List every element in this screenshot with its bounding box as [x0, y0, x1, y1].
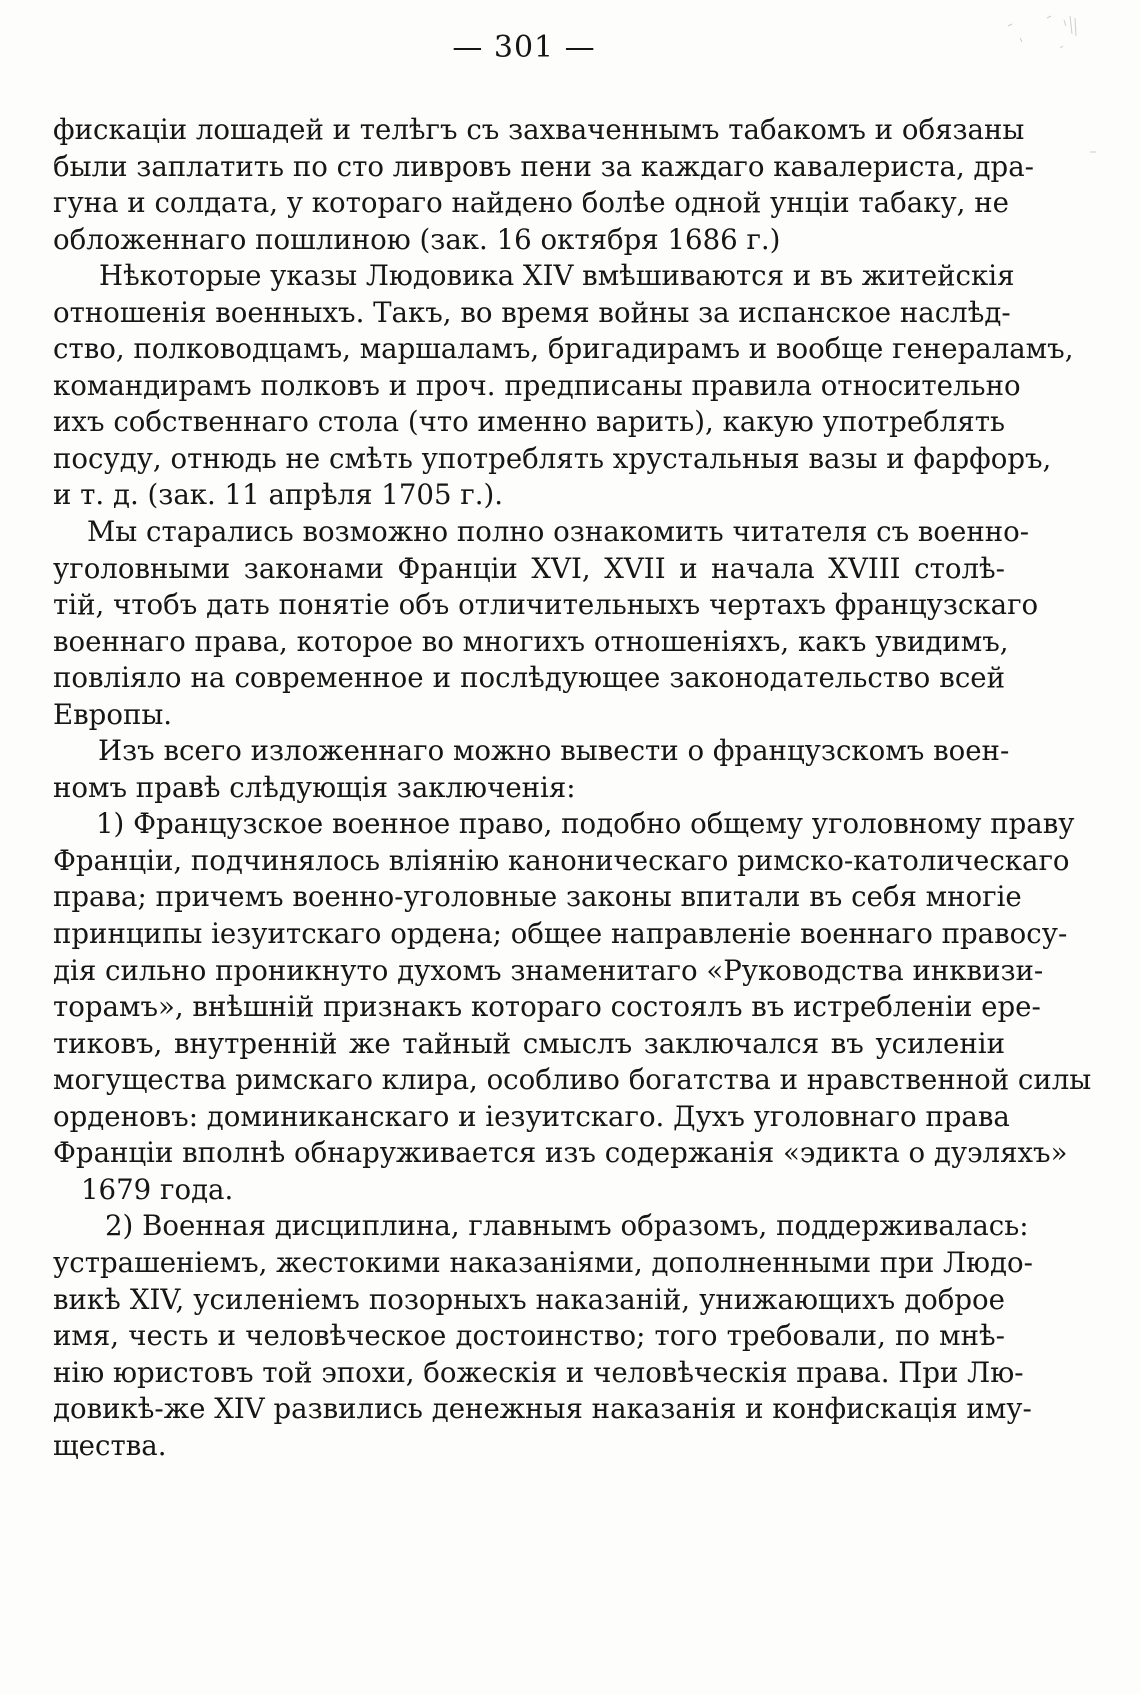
- text-line: ихъ собственнаго стола (что именно варить), какую употреблять: [53, 405, 1005, 439]
- text-line: отношенія военныхъ. Такъ, во время войны за испанское наслѣд-: [53, 295, 1011, 329]
- text-line: могущества римскаго клира, особливо богатства и нравственной силы: [53, 1063, 1092, 1097]
- text-line: 2) Военная дисциплина, главнымъ образомъ, поддерживалась:: [105, 1209, 1029, 1243]
- paragraph-decrees: [53, 258, 1074, 514]
- text-line: довикѣ-же XIV развились денежныя наказанія и конфискація иму-: [53, 1392, 1032, 1426]
- text-line: принципы іезуитскаго ордена; общее направленіе военнаго правосу-: [53, 917, 1068, 951]
- text-line: тій, чтобъ дать понятіе объ отличительныхъ чертахъ французскаго: [53, 588, 1039, 622]
- text-line: фискаціи лошадей и телѣгъ съ захваченнымъ табакомъ и обязаны: [53, 113, 1025, 146]
- text-line: викѣ XIV, усиленіемъ позорныхъ наказаній, унижающихъ доброе: [53, 1282, 1005, 1316]
- paragraph-summary-intro: [53, 514, 1039, 733]
- page-number: — 301 —: [452, 30, 596, 65]
- text-line: Франціи, подчинялось вліянію каноническаго римско-католическаго: [53, 843, 1070, 877]
- text-line: нію юристовъ той эпохи, божескія и человѣческія права. При Лю-: [53, 1355, 1024, 1389]
- text-line: 1) Французское военное право, подобно общему уголовному праву: [96, 807, 1075, 841]
- paragraph-conclusion-1: [53, 806, 1092, 1208]
- text-line: уголовными законами Франціи XVI, XVII и начала XVIII столѣ-: [53, 551, 1005, 585]
- paragraph-conclusions-heading: [53, 733, 1010, 806]
- text-line: Изъ всего изложеннаго можно вывести о французскомъ воен-: [98, 734, 1010, 768]
- paragraph-continuation: [53, 112, 1034, 258]
- text-line: Нѣкоторые указы Людовика XIV вмѣшиваются и въ житейскія: [99, 259, 1015, 293]
- text-line: и т. д. (зак. 11 апрѣля 1705 г.).: [53, 478, 504, 512]
- text-line: гуна и солдата, у котораго найдено болѣе одной унціи табаку, не: [53, 186, 1009, 220]
- text-line: 1679 года.: [81, 1172, 234, 1206]
- text-line: дія сильно проникнуто духомъ знаменитаго «Руководства инквизи-: [53, 953, 1044, 987]
- text-line: тиковъ, внутренній же тайный смыслъ заключался въ усиленіи: [53, 1026, 1005, 1060]
- text-line: военнаго права, которое во многихъ отношеніяхъ, какъ увидимъ,: [53, 624, 1009, 658]
- scan-noise-marks: [1000, 8, 1080, 68]
- text-line: Мы старались возможно полно ознакомить читателя съ военно-: [87, 515, 1030, 549]
- text-line: номъ правѣ слѣдующія заключенія:: [53, 770, 576, 804]
- page-text: [53, 112, 1092, 1464]
- text-line: были заплатить по сто ливровъ пени за каждаго кавалериста, дра-: [53, 149, 1034, 183]
- text-line: ство, полководцамъ, маршаламъ, бригадирамъ и вообще генераламъ,: [53, 332, 1074, 366]
- text-line: Европы.: [53, 697, 173, 731]
- paragraph-conclusion-2: [53, 1208, 1033, 1464]
- text-line: командирамъ полковъ и проч. предписаны правила относительно: [53, 368, 1021, 402]
- text-line: щества.: [53, 1428, 167, 1462]
- text-line: повліяло на современное и послѣдующее законодательство всей: [53, 661, 1005, 695]
- text-line: устрашеніемъ, жестокими наказаніями, дополненными при Людо-: [53, 1245, 1033, 1279]
- text-line: торамъ», внѣшній признакъ котораго состоялъ въ истребленіи ере-: [53, 990, 1041, 1024]
- text-line: посуду, отнюдь не смѣть употреблять хрустальныя вазы и фарфоръ,: [53, 441, 1052, 475]
- text-line: права; причемъ военно-уголовные законы впитали въ себя многіе: [53, 880, 1022, 914]
- scan-noise-dot: [1090, 150, 1096, 154]
- text-line: обложеннаго пошлиною (зак. 16 октября 1686 г.): [53, 222, 781, 256]
- text-line: Франціи вполнѣ обнаруживается изъ содержанія «эдикта о дуэляхъ»: [53, 1136, 1068, 1170]
- text-line: имя, честь и человѣческое достоинство; того требовали, по мнѣ-: [53, 1319, 1005, 1353]
- text-line: орденовъ: доминиканскаго и іезуитскаго. Духъ уголовнаго права: [53, 1099, 1010, 1133]
